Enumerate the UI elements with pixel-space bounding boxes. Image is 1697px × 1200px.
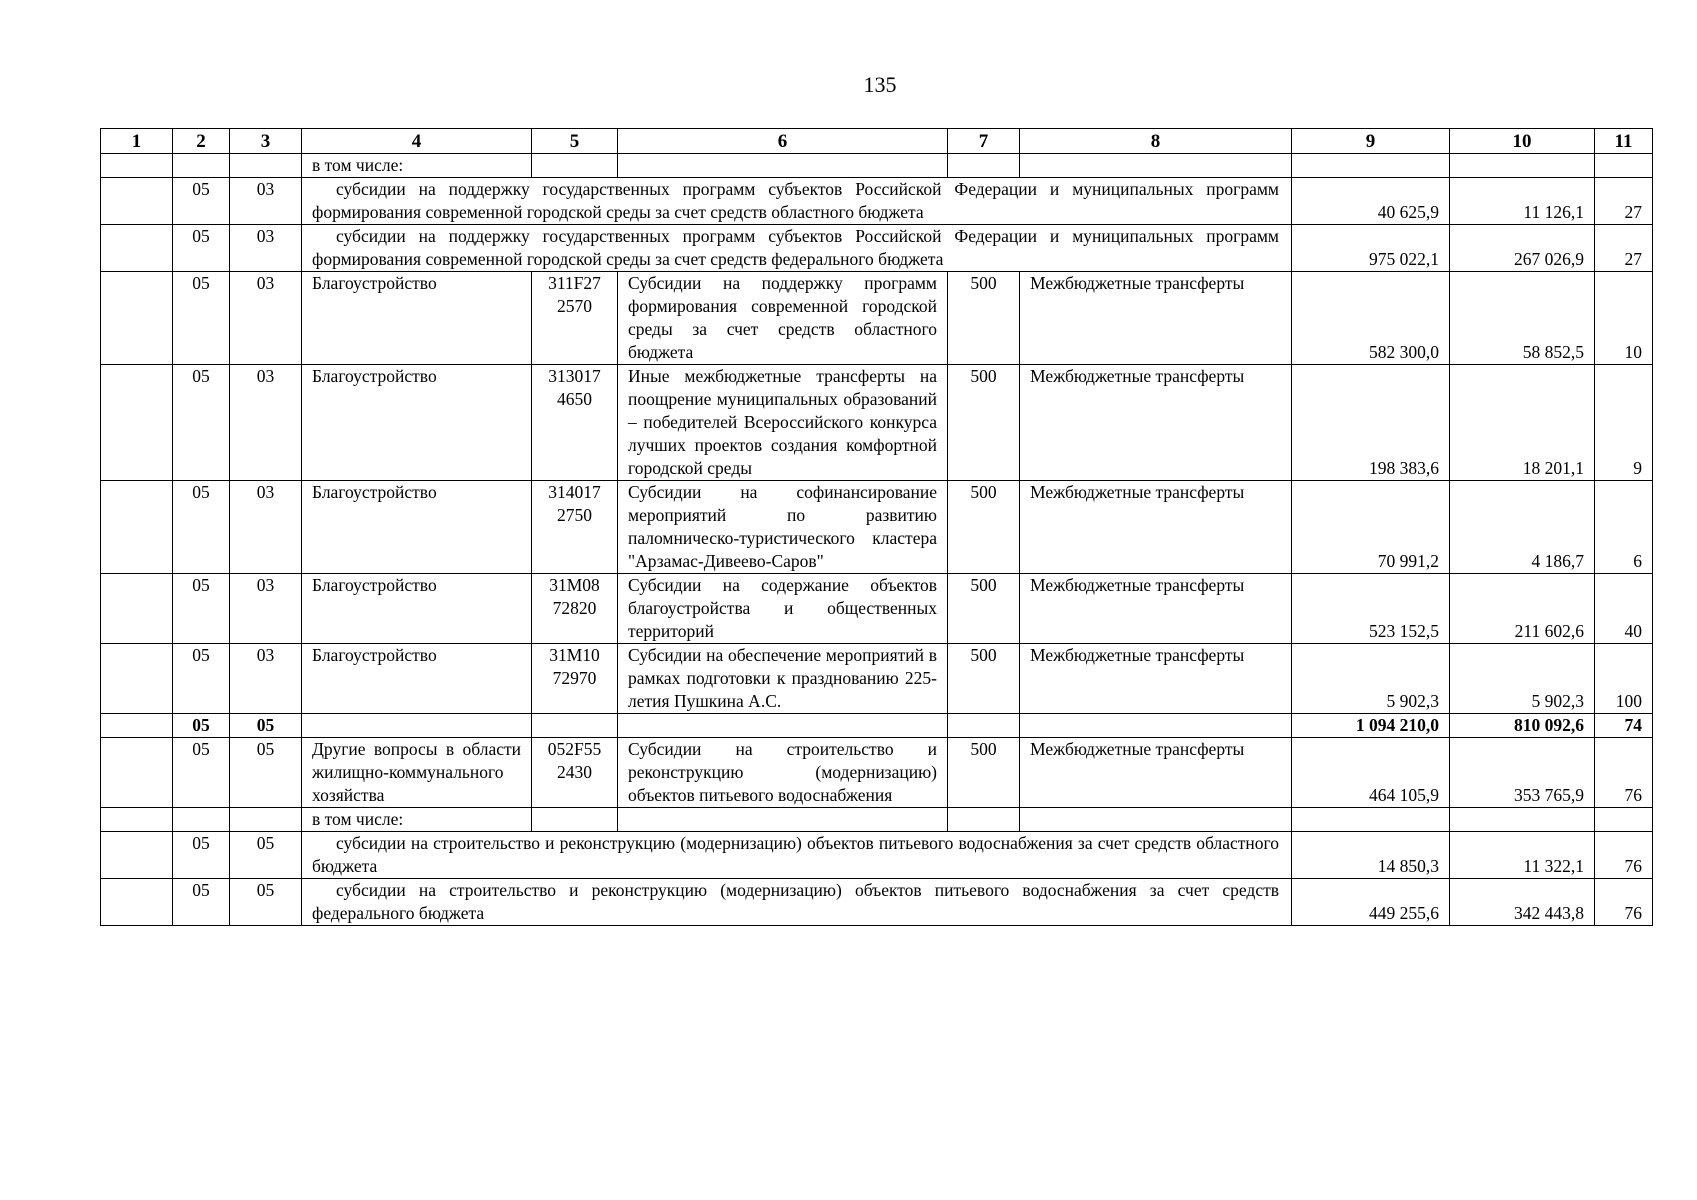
cell-amount-actual: 810 092,6 (1450, 714, 1595, 738)
cell-merged-description: субсидии на строительство и реконструкцию (модернизацию) объектов питьевого водоснабжения за счет средств областного бюджета (302, 832, 1292, 879)
cell-target-code: 31М10 72970 (532, 644, 618, 714)
cell-subsection: 03 (230, 644, 302, 714)
cell-expense-type: Межбюджетные трансферты (1020, 272, 1292, 365)
cell-target-name: Субсидии на обеспечение мероприятий в рамках подготовки к празднованию 225-летия Пушкина А.С. (618, 644, 948, 714)
cell-expense-type: Межбюджетные трансферты (1020, 644, 1292, 714)
col-header-8: 8 (1020, 129, 1292, 154)
cell-percent: 74 (1595, 714, 1653, 738)
table-row-total (101, 714, 1653, 738)
table-row (101, 644, 1653, 714)
cell-expense-type: Межбюджетные трансферты (1020, 574, 1292, 644)
table-row (101, 154, 1653, 178)
cell-target-code: 052F55 2430 (532, 738, 618, 808)
cell-target-name: Иные межбюджетные трансферты на поощрение муниципальных образований – победителей Всероссийского конкурса лучших проектов создания комфортной городской среды (618, 365, 948, 481)
header-row (101, 129, 1653, 154)
cell-expense-type: Межбюджетные трансферты (1020, 365, 1292, 481)
table-row (101, 178, 1653, 225)
cell-subsection-name: Благоустройство (302, 644, 532, 714)
cell-merged-description: субсидии на строительство и реконструкцию (модернизацию) объектов питьевого водоснабжения за счет средств федерального бюджета (302, 879, 1292, 926)
cell-subsection: 05 (230, 832, 302, 879)
cell-amount-actual: 11 126,1 (1450, 178, 1595, 225)
cell-target-code: 313017 4650 (532, 365, 618, 481)
cell-target-name: Субсидии на поддержку программ формирования современной городской среды за счет средств областного бюджета (618, 272, 948, 365)
cell-target-name: Субсидии на софинансирование мероприятий по развитию паломническо-туристического кластера "Арзамас-Дивеево-Саров" (618, 481, 948, 574)
cell-amount-actual: 5 902,3 (1450, 644, 1595, 714)
table-row (101, 365, 1653, 481)
cell-amount-actual: 353 765,9 (1450, 738, 1595, 808)
cell-subsection: 03 (230, 225, 302, 272)
col-header-11: 11 (1595, 129, 1653, 154)
table-row (101, 832, 1653, 879)
cell-percent: 100 (1595, 644, 1653, 714)
cell-amount-plan: 449 255,6 (1292, 879, 1450, 926)
cell-amount-actual: 342 443,8 (1450, 879, 1595, 926)
cell-subsection: 05 (230, 714, 302, 738)
cell-subsection: 05 (230, 879, 302, 926)
cell-subsection-name: Благоустройство (302, 574, 532, 644)
table-row (101, 225, 1653, 272)
cell-subsection: 03 (230, 574, 302, 644)
cell-subsection-name: Благоустройство (302, 272, 532, 365)
cell-amount-plan: 198 383,6 (1292, 365, 1450, 481)
cell-section: 05 (173, 481, 230, 574)
cell-amount-plan: 70 991,2 (1292, 481, 1450, 574)
cell-percent: 6 (1595, 481, 1653, 574)
cell-section: 05 (173, 879, 230, 926)
cell-amount-plan: 975 022,1 (1292, 225, 1450, 272)
cell-amount-plan: 523 152,5 (1292, 574, 1450, 644)
cell-subsection-name: Благоустройство (302, 481, 532, 574)
cell-percent: 27 (1595, 178, 1653, 225)
cell-merged-description: субсидии на поддержку государственных программ субъектов Российской Федерации и муниципальных программ формирования современной городской среды за счет средств областного бюджета (302, 178, 1292, 225)
cell-expense-code: 500 (948, 574, 1020, 644)
cell-expense-code: 500 (948, 481, 1020, 574)
col-header-5: 5 (532, 129, 618, 154)
cell-target-code: 311F27 2570 (532, 272, 618, 365)
cell-section: 05 (173, 738, 230, 808)
cell-amount-actual: 211 602,6 (1450, 574, 1595, 644)
cell-amount-actual: 58 852,5 (1450, 272, 1595, 365)
cell-expense-type: Межбюджетные трансферты (1020, 481, 1292, 574)
cell-section: 05 (173, 272, 230, 365)
cell-amount-plan: 464 105,9 (1292, 738, 1450, 808)
cell-percent: 76 (1595, 738, 1653, 808)
table-row (101, 481, 1653, 574)
cell-expense-type: Межбюджетные трансферты (1020, 738, 1292, 808)
table-row (101, 879, 1653, 926)
cell-amount-plan: 1 094 210,0 (1292, 714, 1450, 738)
cell-section: 05 (173, 714, 230, 738)
cell-amount-plan: 5 902,3 (1292, 644, 1450, 714)
cell-subsection: 03 (230, 481, 302, 574)
cell-percent: 9 (1595, 365, 1653, 481)
row-label: в том числе: (302, 808, 532, 832)
cell-expense-code: 500 (948, 738, 1020, 808)
table-row (101, 738, 1653, 808)
cell-percent: 76 (1595, 879, 1653, 926)
cell-subsection-name: Другие вопросы в области жилищно-коммунального хозяйства (302, 738, 532, 808)
table-row (101, 808, 1653, 832)
col-header-3: 3 (230, 129, 302, 154)
cell-expense-code: 500 (948, 365, 1020, 481)
table-row (101, 574, 1653, 644)
cell-amount-actual: 267 026,9 (1450, 225, 1595, 272)
cell-amount-plan: 14 850,3 (1292, 832, 1450, 879)
cell-section: 05 (173, 365, 230, 481)
cell-amount-plan: 40 625,9 (1292, 178, 1450, 225)
cell-merged-description: субсидии на поддержку государственных программ субъектов Российской Федерации и муниципальных программ формирования современной городской среды за счет средств федерального бюджета (302, 225, 1292, 272)
cell-subsection: 03 (230, 178, 302, 225)
col-header-4: 4 (302, 129, 532, 154)
col-header-6: 6 (618, 129, 948, 154)
cell-amount-actual: 4 186,7 (1450, 481, 1595, 574)
cell-section: 05 (173, 832, 230, 879)
cell-section: 05 (173, 225, 230, 272)
row-label: в том числе: (302, 154, 532, 178)
cell-subsection: 03 (230, 365, 302, 481)
cell-subsection: 03 (230, 272, 302, 365)
cell-target-code: 31М08 72820 (532, 574, 618, 644)
cell-subsection-name: Благоустройство (302, 365, 532, 481)
cell-target-name: Субсидии на строительство и реконструкцию (модернизацию) объектов питьевого водоснабжения (618, 738, 948, 808)
cell-subsection: 05 (230, 738, 302, 808)
col-header-7: 7 (948, 129, 1020, 154)
cell-amount-actual: 18 201,1 (1450, 365, 1595, 481)
col-header-1: 1 (101, 129, 173, 154)
col-header-9: 9 (1292, 129, 1450, 154)
cell-target-name: Субсидии на содержание объектов благоустройства и общественных территорий (618, 574, 948, 644)
col-header-2: 2 (173, 129, 230, 154)
cell-percent: 27 (1595, 225, 1653, 272)
col-header-10: 10 (1450, 129, 1595, 154)
cell-amount-actual: 11 322,1 (1450, 832, 1595, 879)
cell-section: 05 (173, 574, 230, 644)
cell-percent: 76 (1595, 832, 1653, 879)
cell-expense-code: 500 (948, 644, 1020, 714)
cell-amount-plan: 582 300,0 (1292, 272, 1450, 365)
cell-percent: 40 (1595, 574, 1653, 644)
budget-table (100, 128, 1653, 926)
cell-section: 05 (173, 178, 230, 225)
cell-percent: 10 (1595, 272, 1653, 365)
table-row (101, 272, 1653, 365)
cell-target-code: 314017 2750 (532, 481, 618, 574)
cell-expense-code: 500 (948, 272, 1020, 365)
cell-section: 05 (173, 644, 230, 714)
page-number: 135 (863, 72, 897, 97)
